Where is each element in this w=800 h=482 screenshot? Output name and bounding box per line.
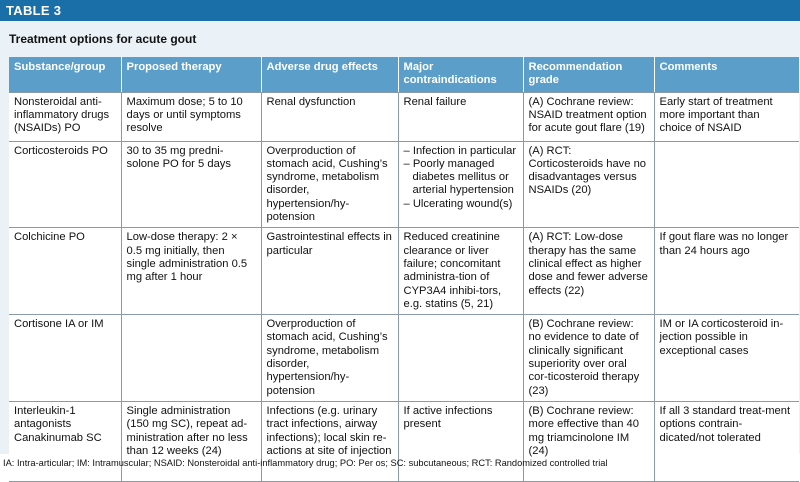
- column-header-recommendation: Recommendation grade: [523, 57, 654, 92]
- cell-comments: [654, 141, 799, 228]
- cell-grade: (A) Cochrane review: NSAID treatment option for acute gout flare (19): [523, 92, 654, 141]
- cell-adverse: Gastrointestinal effects in particular: [261, 228, 398, 315]
- cell-substance: Corticosteroids PO: [9, 141, 121, 228]
- cell-substance: Nonsteroidal anti-inflammatory drugs (NSAIDs) PO: [9, 92, 121, 141]
- cell-contra: [398, 315, 523, 402]
- table-header-row: [9, 57, 799, 92]
- cell-grade: (A) RCT: Corticosteroids have no disadvantages versus NSAIDs (20): [523, 141, 654, 228]
- cell-therapy: Low-dose therapy: 2 × 0.5 mg initially, then single administration 0.5 mg after 1 hour: [121, 228, 261, 315]
- table-subtitle: Treatment options for acute gout: [9, 32, 197, 46]
- table-banner: TABLE 3: [0, 0, 800, 21]
- cell-contra: [398, 141, 523, 228]
- cell-therapy: Single administration (150 mg SC), repeat ad-ministration after no less than 12 weeks (24): [121, 401, 261, 481]
- cell-therapy: Maximum dose; 5 to 10 days or until symptoms resolve: [121, 92, 261, 141]
- cell-therapy: 30 to 35 mg predni-solone PO for 5 days: [121, 141, 261, 228]
- treatment-table: [9, 57, 799, 482]
- column-header-therapy: Proposed therapy: [121, 57, 261, 92]
- cell-comments: If gout flare was no longer than 24 hours ago: [654, 228, 799, 315]
- table-row-corticosteroids: [9, 141, 799, 228]
- cell-substance: Interleukin-1 antagonists Canakinumab SC: [9, 401, 121, 481]
- cell-contra: If active infections present: [398, 401, 523, 481]
- contraindication-item: – Ulcerating wound(s): [404, 198, 518, 211]
- cell-grade: (B) Cochrane review: more effective than 40 mg triamcinolone IM (24): [523, 401, 654, 481]
- cell-comments: IM or IA corticosteroid in-jection possible in exceptional cases: [654, 315, 799, 402]
- table-row-interleukin: [9, 401, 799, 481]
- cell-adverse: Overproduction of stomach acid, Cushing’s syndrome, metabolism disorder, hypertension/hy-potension: [261, 141, 398, 228]
- cell-grade: (B) Cochrane review: no evidence to date of clinically significant superiority over oral cor-ticosteroid therapy (23): [523, 315, 654, 402]
- contraindication-list: [404, 145, 518, 211]
- cell-comments: Early start of treatment more important than choice of NSAID: [654, 92, 799, 141]
- cell-comments: If all 3 standard treat-ment options contrain-dicated/not tolerated: [654, 401, 799, 481]
- table-footnote: IA: Intra-articular; IM: Intramuscular; NSAID: Nonsteroidal anti-inflammatory drug; PO: Per os; SC: subcutaneous; RCT: Randomized controlled trial: [3, 458, 608, 468]
- contraindication-item: – Infection in particular: [404, 145, 518, 158]
- table-row-cortisone: [9, 315, 799, 402]
- cell-contra: Reduced creatinine clearance or liver failure; concomitant administra-tion of CYP3A4 inhibi-tors, e.g. statins (5, 21): [398, 228, 523, 315]
- table-row-nsaids: [9, 92, 799, 141]
- table-row-colchicine: [9, 228, 799, 315]
- cell-grade: (A) RCT: Low-dose therapy has the same clinical effect as higher dose and fewer adverse effects (22): [523, 228, 654, 315]
- column-header-comments: Comments: [654, 57, 799, 92]
- cell-substance: Cortisone IA or IM: [9, 315, 121, 402]
- column-header-contraindications: Major contraindications: [398, 57, 523, 92]
- cell-therapy: [121, 315, 261, 402]
- contraindication-item: – Poorly managed diabetes mellitus or arterial hypertension: [404, 158, 518, 198]
- table-panel: [0, 21, 800, 457]
- column-header-adverse-effects: Adverse drug effects: [261, 57, 398, 92]
- cell-adverse: Infections (e.g. urinary tract infections, airway infections); local skin re-actions at site of injection: [261, 401, 398, 481]
- cell-adverse: Renal dysfunction: [261, 92, 398, 141]
- cell-adverse: Overproduction of stomach acid, Cushing’s syndrome, metabolism disorder, hypertension/hy-potension: [261, 315, 398, 402]
- cell-substance: Colchicine PO: [9, 228, 121, 315]
- cell-contra: Renal failure: [398, 92, 523, 141]
- column-header-substance: Substance/group: [9, 57, 121, 92]
